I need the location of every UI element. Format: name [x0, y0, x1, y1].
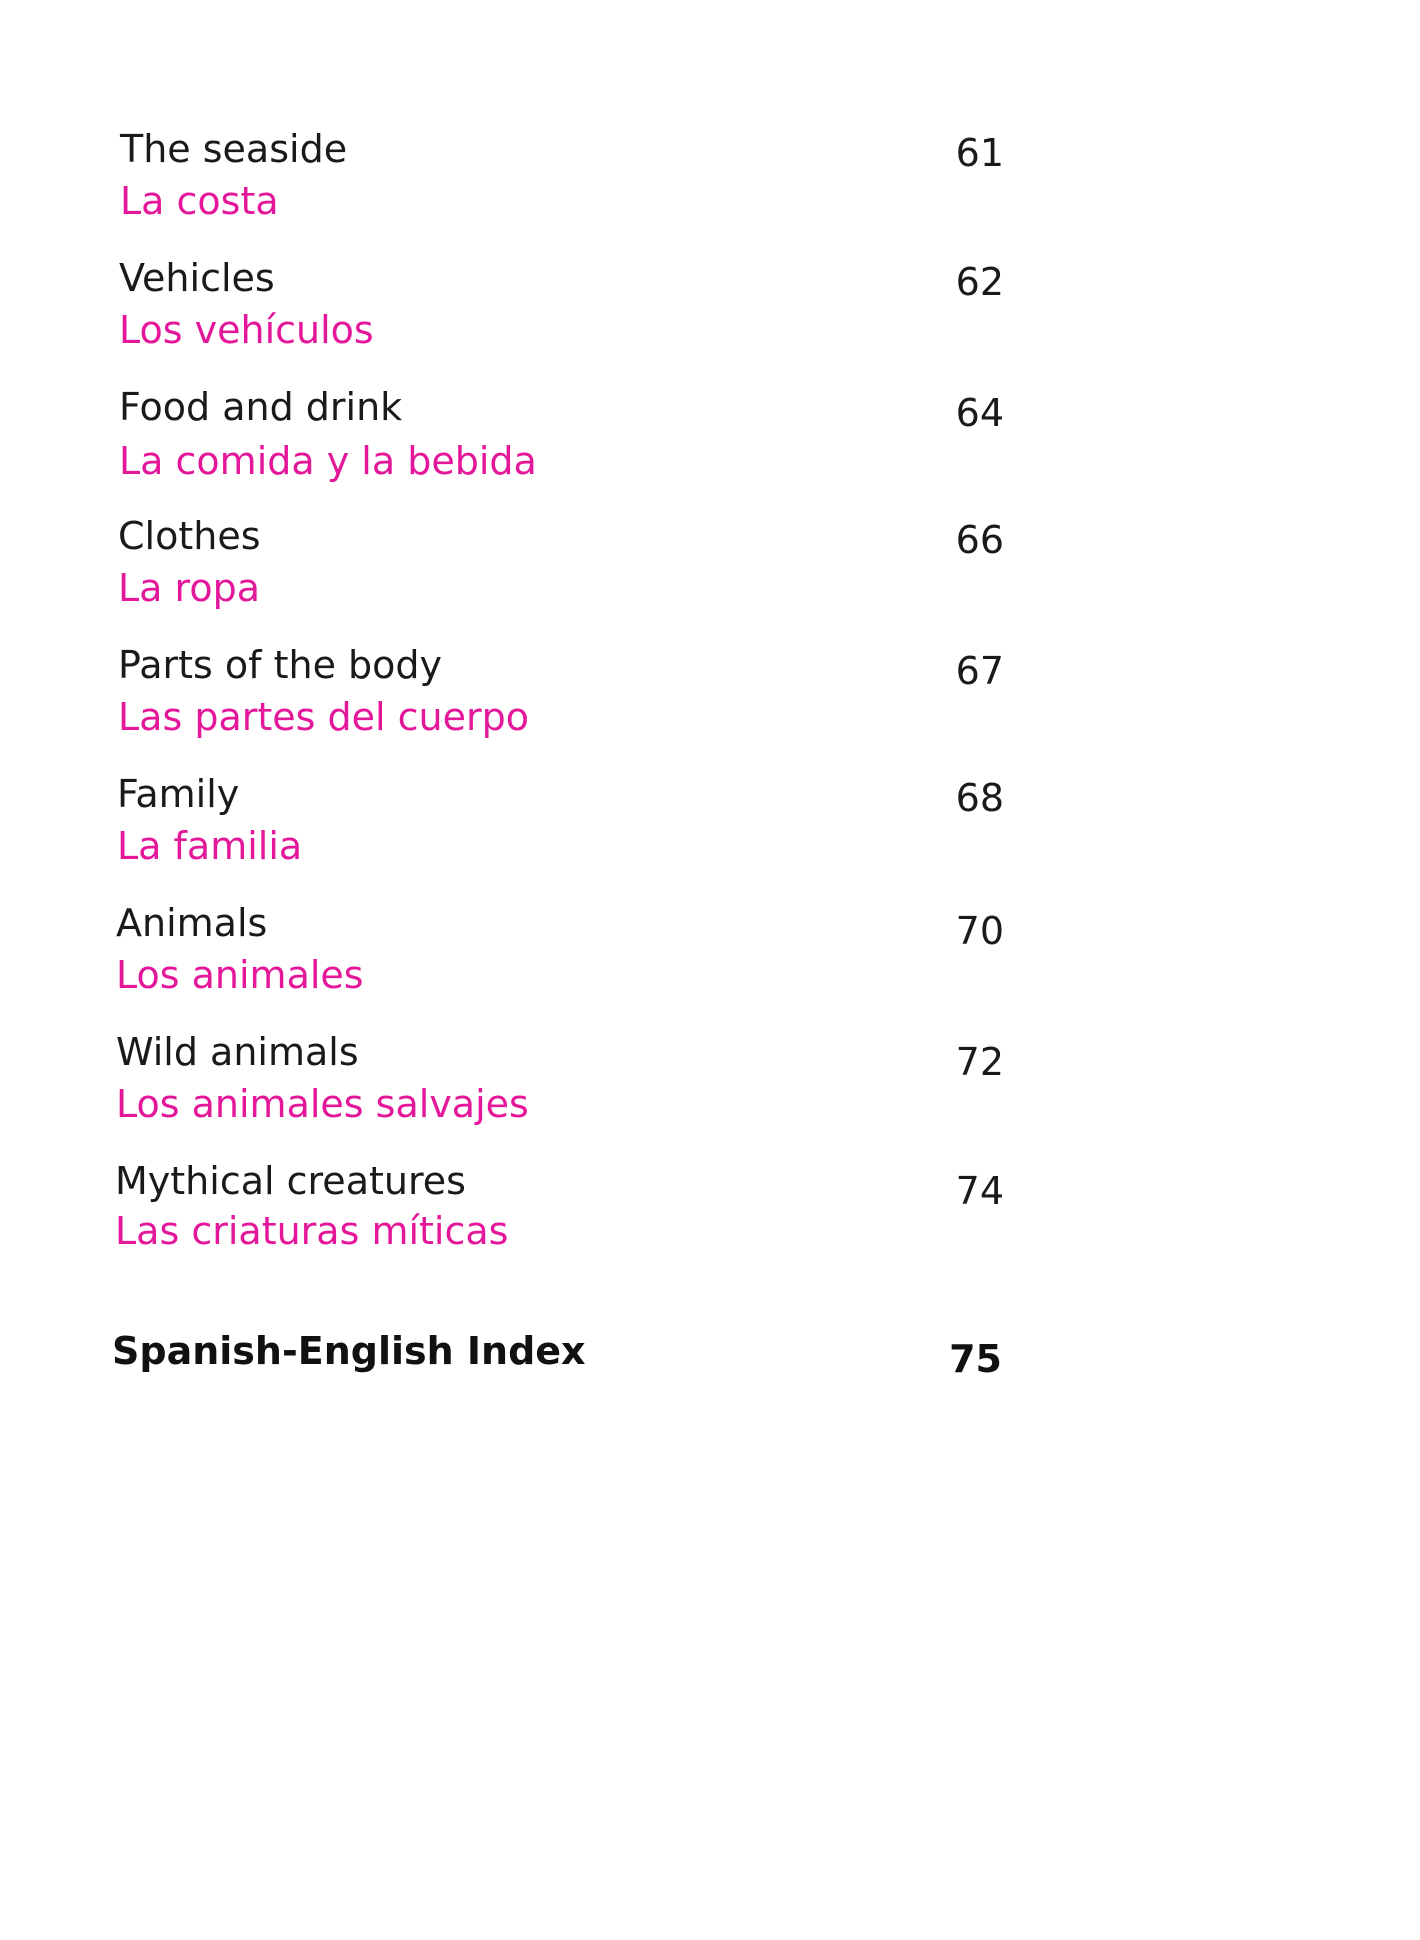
toc-entry-animals[interactable] [0, 900, 1420, 1020]
toc-spanish-title: Los vehículos [119, 308, 374, 352]
toc-english-title: Wild animals [116, 1030, 359, 1074]
toc-entry-mythical-creatures[interactable] [0, 1158, 1420, 1278]
toc-entry-seaside[interactable] [0, 126, 1420, 246]
toc-page-number: 67 [955, 649, 1004, 693]
toc-spanish-title: Los animales salvajes [116, 1082, 529, 1126]
toc-entry-clothes[interactable] [0, 513, 1420, 633]
toc-page-number: 62 [955, 260, 1004, 304]
toc-english-title: Parts of the body [118, 643, 443, 687]
toc-entry-index[interactable] [0, 1328, 1420, 1388]
toc-page-number: 68 [955, 776, 1004, 820]
toc-entry-family[interactable] [0, 771, 1420, 891]
toc-spanish-title: La ropa [118, 566, 260, 610]
toc-english-title: Clothes [118, 514, 261, 558]
toc-entry-vehicles[interactable] [0, 255, 1420, 375]
toc-english-title: Vehicles [119, 256, 275, 300]
toc-page-number: 74 [955, 1169, 1004, 1213]
index-page-number: 75 [949, 1337, 1002, 1381]
toc-spanish-title: La familia [117, 824, 303, 868]
toc-english-title: Mythical creatures [115, 1159, 466, 1203]
toc-spanish-title: Las criaturas míticas [115, 1209, 509, 1253]
toc-spanish-title: Las partes del cuerpo [118, 695, 530, 739]
toc-entry-parts-of-the-body[interactable] [0, 642, 1420, 762]
toc-entry-food-and-drink[interactable] [0, 384, 1420, 504]
toc-entry-wild-animals[interactable] [0, 1029, 1420, 1149]
toc-page-number: 70 [955, 909, 1004, 953]
toc-english-title: Food and drink [119, 385, 403, 429]
toc-page-number: 72 [955, 1040, 1004, 1084]
toc-page-number: 64 [955, 391, 1004, 435]
toc-spanish-title: Los animales [116, 953, 364, 997]
toc-english-title: The seaside [120, 127, 348, 171]
toc-english-title: Animals [116, 901, 268, 945]
toc-spanish-title: La costa [120, 179, 279, 223]
toc-spanish-title: La comida y la bebida [119, 439, 537, 483]
toc-english-title: Family [117, 772, 240, 816]
toc-page-number: 66 [955, 518, 1004, 562]
toc-page-number: 61 [955, 131, 1004, 175]
index-title: Spanish-English Index [112, 1329, 586, 1373]
